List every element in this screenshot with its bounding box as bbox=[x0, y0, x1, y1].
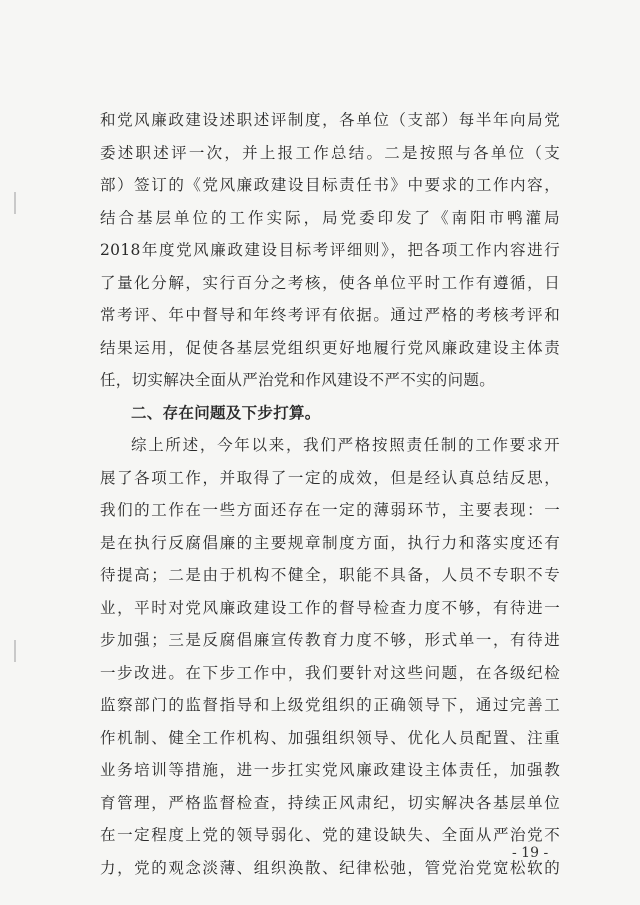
text-line: 了量化分解，实行百分之考核，使各单位平时工作有遵循，日 bbox=[100, 273, 560, 292]
text-line: 在一定程度上党的领导弱化、党的建设缺失、全面从严治党不 bbox=[100, 826, 560, 844]
text-line: 业，平时对党风廉政建设工作的督导检查力度不够，有待进一 bbox=[100, 598, 560, 617]
text-line: 力，党的观念淡薄、组织涣散、纪律松弛，管党治党宽松软的 bbox=[100, 858, 560, 877]
text-line: 是在执行反腐倡廉的主要规章制度方面，执行力和落实度还有 bbox=[100, 533, 560, 552]
text-line: 综上所述，今年以来，我们严格按照责任制的工作要求开 bbox=[131, 436, 560, 454]
section-heading: 二、存在问题及下步打算。 bbox=[131, 403, 321, 422]
binding-hole-mark bbox=[14, 640, 16, 662]
text-line: 监察部门的监督指导和上级党组织的正确领导下，通过完善工 bbox=[100, 696, 560, 714]
text-line: 任，切实解决全面从严治党和作风建设不严不实的问题。 bbox=[100, 371, 496, 389]
text-line: 业务培训等措施，进一步扛实党风廉政建设主体责任，加强教 bbox=[100, 761, 560, 779]
text-line: 和党风廉政建设述职述评制度，各单位（支部）每半年向局党 bbox=[100, 111, 560, 129]
text-line: 展了各项工作，并取得了一定的成效，但是经认真总结反思， bbox=[100, 468, 560, 487]
page-number: - 19 - bbox=[512, 845, 549, 861]
body-text bbox=[100, 104, 560, 884]
text-line: 作机制、健全工作机构、加强组织领导、优化人员配置、注重 bbox=[100, 728, 560, 747]
text-line: 待提高；二是由于机构不健全，职能不具备，人员不专职不专 bbox=[100, 566, 560, 584]
text-line: 结果运用，促使各基层党组织更好地履行党风廉政建设主体责 bbox=[100, 338, 560, 357]
text-line: 结合基层单位的工作实际，局党委印发了《南阳市鸭灌局 bbox=[100, 208, 560, 227]
text-line: 常考评、年中督导和年终考评有依据。通过严格的考核考评和 bbox=[100, 306, 560, 324]
text-line: 一步改进。在下步工作中，我们要针对这些问题，在各级纪检 bbox=[100, 663, 560, 682]
text-line: 步加强；三是反腐倡廉宣传教育力度不够，形式单一，有待进 bbox=[100, 631, 560, 649]
text-line: 育管理，严格监督检查，持续正风肃纪，切实解决各基层单位 bbox=[100, 793, 560, 812]
text-line: 我们的工作在一些方面还存在一定的薄弱环节，主要表现：一 bbox=[100, 501, 560, 519]
binding-hole-mark bbox=[14, 192, 16, 214]
text-line: 2018年度党风廉政建设目标考评细则》，把各项工作内容进行 bbox=[100, 241, 560, 259]
text-line: 委述职述评一次，并上报工作总结。二是按照与各单位（支 bbox=[100, 143, 560, 162]
text-line: 部）签订的《党风廉政建设目标责任书》中要求的工作内容， bbox=[100, 176, 560, 194]
